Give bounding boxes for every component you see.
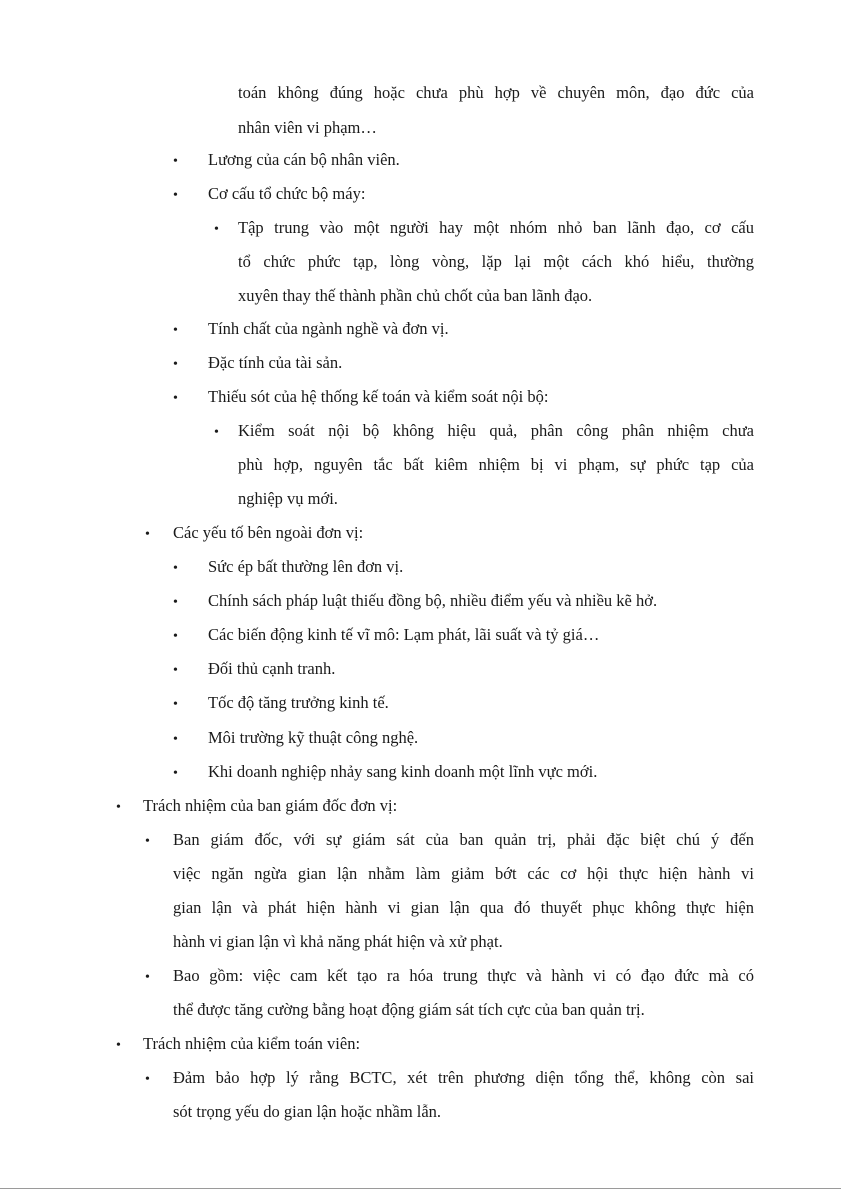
text-line: gian lận và phát hiện hành vi gian lận qua đó thuyết phục không thực hiện: [173, 898, 754, 917]
text-line: Môi trường kỹ thuật công nghệ.: [208, 728, 419, 747]
text-line: sót trọng yếu do gian lận hoặc nhầm lẫn.: [173, 1102, 442, 1121]
bullet-icon: •: [173, 732, 178, 747]
text-line: Tính chất của ngành nghề và đơn vị.: [208, 319, 449, 338]
bullet-icon: •: [173, 663, 178, 678]
bullet-icon: •: [145, 970, 150, 985]
bullet-icon: •: [116, 1038, 121, 1053]
page-bottom-rule: [0, 1188, 841, 1189]
bullet-icon: •: [173, 561, 178, 576]
text-line: việc ngăn ngừa gian lận nhằm làm giảm bớt các cơ hội thực hiện hành vi: [173, 864, 754, 883]
bullet-icon: •: [145, 527, 150, 542]
bullet-icon: •: [173, 595, 178, 610]
text-line: Kiểm soát nội bộ không hiệu quả, phân công phân nhiệm chưa: [238, 421, 754, 440]
text-line: nghiệp vụ mới.: [238, 489, 338, 508]
bullet-icon: •: [145, 1072, 150, 1087]
text-line: Trách nhiệm của kiểm toán viên:: [143, 1034, 361, 1053]
text-line: Chính sách pháp luật thiếu đồng bộ, nhiều điểm yếu và nhiều kẽ hở.: [208, 591, 658, 610]
text-line: xuyên thay thế thành phần chủ chốt của ban lãnh đạo.: [238, 286, 593, 305]
text-line: tổ chức phức tạp, lòng vòng, lặp lại một cách khó hiểu, thường: [238, 252, 754, 271]
text-line: Tốc độ tăng trưởng kinh tế.: [208, 693, 389, 712]
text-line: Ban giám đốc, với sự giám sát của ban quản trị, phải đặc biệt chú ý đến: [173, 830, 754, 849]
bullet-icon: •: [173, 391, 178, 406]
text-line: Sức ép bất thường lên đơn vị.: [208, 557, 404, 576]
bullet-icon: •: [173, 154, 178, 169]
text-line: Tập trung vào một người hay một nhóm nhỏ ban lãnh đạo, cơ cấu: [238, 218, 754, 237]
bullet-icon: •: [173, 323, 178, 338]
text-line: Các biến động kinh tế vĩ mô: Lạm phát, lãi suất và tỷ giá…: [208, 625, 600, 644]
text-line: Khi doanh nghiệp nhảy sang kinh doanh một lĩnh vực mới.: [208, 762, 598, 781]
bullet-icon: •: [214, 222, 219, 237]
text-line: thể được tăng cường bằng hoạt động giám sát tích cực của ban quản trị.: [173, 1000, 645, 1019]
bullet-icon: •: [116, 800, 121, 815]
text-line: nhân viên vi phạm…: [238, 118, 377, 137]
bullet-icon: •: [173, 188, 178, 203]
text-line: Đặc tính của tài sản.: [208, 353, 343, 372]
text-line: Trách nhiệm của ban giám đốc đơn vị:: [143, 796, 398, 815]
text-line: phù hợp, nguyên tắc bất kiêm nhiệm bị vi phạm, sự phức tạp của: [238, 455, 754, 474]
bullet-icon: •: [173, 766, 178, 781]
text-line: Lương của cán bộ nhân viên.: [208, 150, 400, 169]
bullet-icon: •: [173, 697, 178, 712]
text-line: Đối thủ cạnh tranh.: [208, 659, 336, 678]
bullet-icon: •: [145, 834, 150, 849]
bullet-icon: •: [173, 629, 178, 644]
text-line: Cơ cấu tổ chức bộ máy:: [208, 184, 366, 203]
text-line: Bao gồm: việc cam kết tạo ra hóa trung thực và hành vi có đạo đức mà có: [173, 966, 754, 985]
bullet-icon: •: [214, 425, 219, 440]
text-line: Đảm bảo hợp lý rằng BCTC, xét trên phương diện tổng thể, không còn sai: [173, 1068, 754, 1087]
text-line: toán không đúng hoặc chưa phù hợp về chuyên môn, đạo đức của: [238, 83, 754, 102]
text-line: hành vi gian lận vì khả năng phát hiện và xử phạt.: [173, 932, 503, 951]
text-line: Các yếu tố bên ngoài đơn vị:: [173, 523, 364, 542]
bullet-icon: •: [173, 357, 178, 372]
text-line: Thiếu sót của hệ thống kế toán và kiểm soát nội bộ:: [208, 387, 549, 406]
